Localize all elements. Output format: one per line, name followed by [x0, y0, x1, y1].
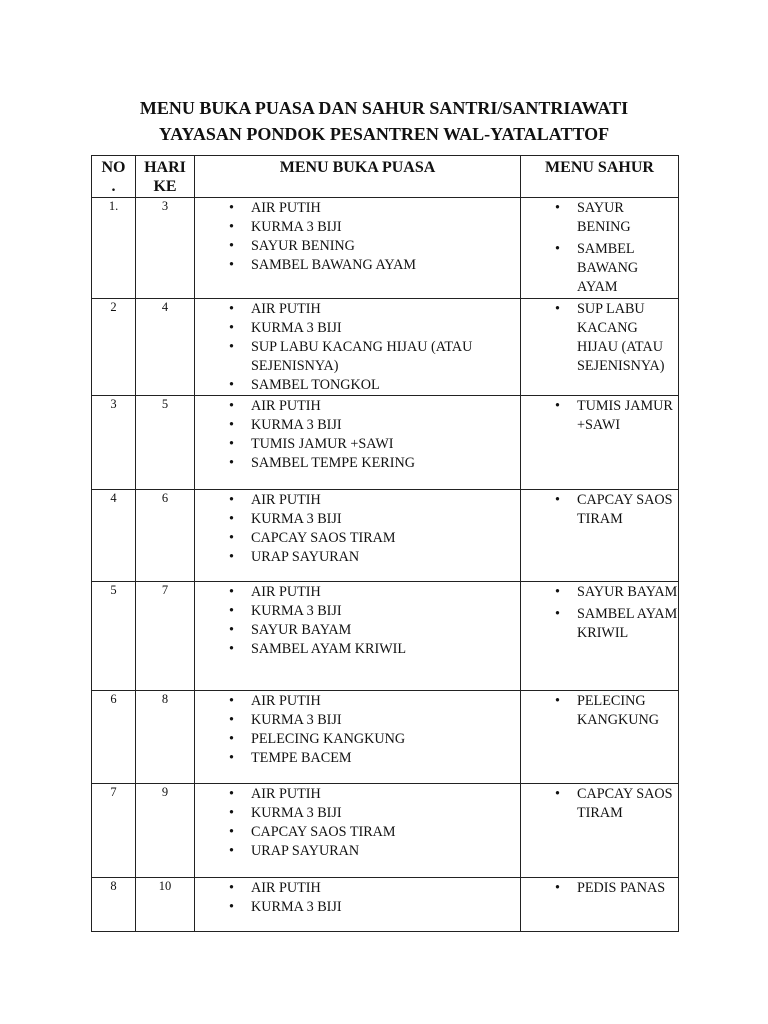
row-number: 2 [92, 299, 136, 396]
row-number: 5 [92, 582, 136, 691]
menu-sahur-cell [521, 396, 679, 490]
menu-buka-cell [195, 198, 521, 299]
menu-table-body [92, 198, 679, 932]
row-number: 3 [92, 396, 136, 490]
row-hari-ke: 10 [136, 878, 195, 932]
menu-buka-list [195, 396, 520, 473]
menu-buka-cell [195, 878, 521, 932]
row-hari-ke: 5 [136, 396, 195, 490]
menu-sahur-cell [521, 691, 679, 784]
menu-sahur-cell [521, 878, 679, 932]
row-hari-ke: 3 [136, 198, 195, 299]
row-hari-ke: 9 [136, 784, 195, 878]
menu-buka-list [195, 490, 520, 567]
row-number: 4 [92, 490, 136, 582]
title-line-1: MENU BUKA PUASA DAN SAHUR SANTRI/SANTRIAWATI [139, 98, 629, 118]
menu-sahur-cell [521, 490, 679, 582]
header-no-line2: . [111, 178, 116, 195]
menu-sahur-list [521, 691, 678, 730]
list-item: • SAYUR BENING [577, 199, 678, 237]
list-item: • CAPCAY SAOS TIRAM [577, 785, 678, 823]
title-line-2: YAYASAN PONDOK PESANTREN WAL-YATALATTOF [158, 124, 610, 144]
header-hari [136, 156, 195, 198]
list-item: • AIR PUTIH [251, 692, 520, 711]
list-item: • KURMA 3 BIJI [251, 319, 520, 338]
menu-sahur-list [521, 299, 678, 376]
table-row [92, 299, 679, 396]
menu-buka-list [195, 784, 520, 861]
list-item: • AIR PUTIH [251, 785, 520, 804]
menu-sahur-list [521, 784, 678, 823]
list-item: • KURMA 3 BIJI [251, 711, 520, 730]
menu-sahur-cell [521, 299, 679, 396]
table-row [92, 582, 679, 691]
row-number: 7 [92, 784, 136, 878]
row-number: 1. [92, 198, 136, 299]
menu-sahur-list [521, 490, 678, 529]
menu-buka-cell [195, 784, 521, 878]
list-item: • SUP LABU KACANG HIJAU (ATAU SEJENISNYA) [577, 300, 678, 376]
list-item: • AIR PUTIH [251, 199, 520, 218]
list-item: • TUMIS JAMUR +SAWI [577, 397, 678, 435]
list-item: • SAMBEL BAWANG AYAM [251, 256, 520, 275]
menu-buka-list [195, 691, 520, 768]
list-item: • AIR PUTIH [251, 491, 520, 510]
list-item: • SAYUR BAYAM [251, 621, 520, 640]
row-hari-ke: 7 [136, 582, 195, 691]
list-item: • TUMIS JAMUR +SAWI [251, 435, 520, 454]
list-item: • TEMPE BACEM [251, 749, 520, 768]
menu-sahur-list [521, 582, 678, 643]
table-row [92, 691, 679, 784]
list-item: • SAMBEL BAWANG AYAM [577, 240, 678, 297]
list-item: • PELECING KANGKUNG [577, 692, 678, 730]
table-row [92, 784, 679, 878]
menu-buka-list [195, 878, 520, 917]
table-row [92, 490, 679, 582]
table-row [92, 198, 679, 299]
menu-sahur-cell [521, 784, 679, 878]
menu-sahur-cell [521, 582, 679, 691]
row-hari-ke: 6 [136, 490, 195, 582]
row-number: 8 [92, 878, 136, 932]
table-row [92, 878, 679, 932]
menu-buka-cell [195, 396, 521, 490]
menu-sahur-list [521, 396, 678, 435]
menu-buka-list [195, 299, 520, 395]
list-item: • KURMA 3 BIJI [251, 510, 520, 529]
header-hari-line1: HARI [144, 159, 186, 176]
menu-sahur-cell [521, 198, 679, 299]
header-row [92, 156, 679, 198]
list-item: • KURMA 3 BIJI [251, 804, 520, 823]
list-item: • PEDIS PANAS [577, 879, 678, 898]
header-menu-buka: MENU BUKA PUASA [195, 156, 521, 198]
menu-sahur-list [521, 878, 678, 898]
menu-buka-cell [195, 490, 521, 582]
list-item: • PELECING KANGKUNG [251, 730, 520, 749]
list-item: • KURMA 3 BIJI [251, 898, 520, 917]
list-item: • SUP LABU KACANG HIJAU (ATAU SEJENISNYA) [251, 338, 520, 376]
document-title [0, 95, 768, 147]
list-item: • CAPCAY SAOS TIRAM [577, 491, 678, 529]
list-item: • CAPCAY SAOS TIRAM [251, 823, 520, 842]
list-item: • SAMBEL TEMPE KERING [251, 454, 520, 473]
header-menu-sahur: MENU SAHUR [521, 156, 679, 198]
menu-buka-list [195, 582, 520, 659]
row-number: 6 [92, 691, 136, 784]
menu-buka-cell [195, 299, 521, 396]
list-item: • AIR PUTIH [251, 300, 520, 319]
list-item: • SAMBEL AYAM KRIWIL [577, 605, 678, 643]
list-item: • URAP SAYURAN [251, 842, 520, 861]
menu-buka-cell [195, 691, 521, 784]
menu-sahur-list [521, 198, 678, 297]
menu-table [91, 155, 679, 932]
list-item: • SAYUR BENING [251, 237, 520, 256]
list-item: • URAP SAYURAN [251, 548, 520, 567]
table-row [92, 396, 679, 490]
list-item: • AIR PUTIH [251, 879, 520, 898]
list-item: • AIR PUTIH [251, 397, 520, 416]
list-item: • AIR PUTIH [251, 583, 520, 602]
header-no [92, 156, 136, 198]
list-item: • KURMA 3 BIJI [251, 602, 520, 621]
menu-buka-cell [195, 582, 521, 691]
list-item: • SAYUR BAYAM [577, 583, 678, 602]
list-item: • KURMA 3 BIJI [251, 416, 520, 435]
row-hari-ke: 8 [136, 691, 195, 784]
list-item: • KURMA 3 BIJI [251, 218, 520, 237]
header-hari-line2: KE [153, 178, 177, 195]
header-no-line1: NO [101, 159, 126, 176]
list-item: • SAMBEL AYAM KRIWIL [251, 640, 520, 659]
row-hari-ke: 4 [136, 299, 195, 396]
list-item: • SAMBEL TONGKOL [251, 376, 520, 395]
menu-buka-list [195, 198, 520, 275]
list-item: • CAPCAY SAOS TIRAM [251, 529, 520, 548]
